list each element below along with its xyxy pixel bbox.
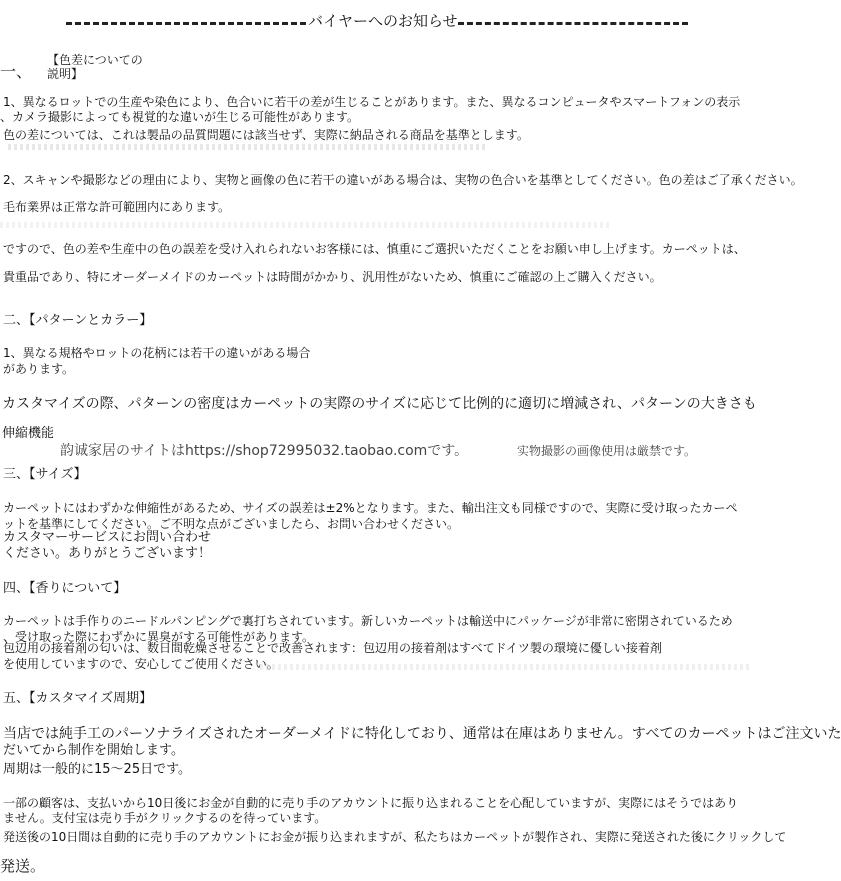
section1-p1-line1: 1、異なるロットでの生産や染色により、色合いに若干の差が生じることがあります。また、異なるコンピュータやスマートフォンの表示 <box>3 95 741 109</box>
section3-heading: 三、【サイズ】 <box>3 467 87 482</box>
section2-p2-line1: カスタマイズの際、パターンの密度はカーペットの実際のサイズに応じて比例的に適切に増減され、パターンの大きさも <box>2 396 757 412</box>
section5-p2-line2: ません。支付宝は売り手がクリックするのを待っています。 <box>3 811 327 825</box>
section4-p1-line4: を使用していますので、安心してご使用ください。 <box>3 657 279 671</box>
section3-p1-line4: ください。ありがとうございます！ <box>3 546 212 561</box>
page-title: バイヤーへのお知らせ <box>308 12 458 30</box>
section4-heading: 四、【香りについて】 <box>3 581 127 596</box>
section5-p2-line3: 発送後の10日間は自動的に売り手のアカウントにお金が振り込まれますが、私たちはカーペットが製作され、実際に発送された後にクリックして <box>3 830 787 844</box>
watermark-site: 韵诚家居のサイトはhttps://shop72995032.taobao.comです。 <box>60 443 469 459</box>
header-rule-left <box>66 22 306 25</box>
section5-p1-line3: 周期は一般的に15～25日です。 <box>3 762 192 777</box>
header-rule-right <box>458 22 688 25</box>
faded-text-row <box>8 144 488 150</box>
section2-p1-line1: 1、異なる規格やロットの花柄には若干の違いがある場合 <box>3 346 311 360</box>
section1-heading: 【色差についての説明】 <box>47 53 143 81</box>
section2-p2-line2: 伸縮機能 <box>2 426 55 441</box>
section5-p2-line4: 発送。 <box>0 857 46 875</box>
section1-number: 一、 <box>0 62 33 81</box>
section4-p1-line3: 包辺用の接着剤の匂いは、数日間乾燥させることで改善されます：包辺用の接着剤はすべてドイツ製の環境に優しい接着剤 <box>3 641 662 655</box>
section2-p1-line2: があります。 <box>3 362 75 376</box>
watermark-notice: 实物撮影の画像使用は厳禁です。 <box>517 444 697 458</box>
section3-p1-line2: ットを基準にしてください。ご不明な点がございましたら、お問い合わせください。 <box>3 517 460 531</box>
section1-p1-line3: 色の差については、これは製品の品質問題には該当せず、実際に納品される商品を基準とします。 <box>3 128 529 142</box>
section1-p2-line2: 毛布業界は正常な許可範囲内にあります。 <box>3 200 231 214</box>
section3-p1-line3: カスタマーサービスにお問い合わせ <box>3 530 212 545</box>
faded-text-row <box>0 222 610 228</box>
section1-p3-line2: 貴重品であり、特にオーダーメイドのカーペットは時間がかかり、汎用性がないため、慎重にご確認の上ご購入ください。 <box>3 270 662 284</box>
section1-p1-line2: 、カメラ撮影によっても視覚的な違いが生じる可能性があります。 <box>0 110 360 124</box>
section5-p1-line1: 当店では純手工のパーソナライズされたオーダーメイドに特化しており、通常は在庫はありません。すべてのカーペットはご注文いた <box>3 726 841 742</box>
section4-p1-line2: 、受け取った際にわずかに異臭がする可能性があります。 <box>3 630 315 644</box>
faded-text-row <box>260 664 750 670</box>
section4-p1-line1: カーペットは手作りのニードルパンピングで裏打ちされています。新しいカーペットは輸送中にパッケージが非常に密閉されているため <box>3 614 733 628</box>
section5-p2-line1: 一部の顧客は、支払いから10日後にお金が自動的に売り手のアカウントに振り込まれることを心配していますが、実際にはそうではあり <box>3 796 739 810</box>
section5-heading: 五、【カスタマイズ周期】 <box>3 691 153 706</box>
section3-p1-line1: カーペットにはわずかな伸縮性があるため、サイズの誤差は±2%となります。また、輸出注文も同様ですので、実際に受け取ったカーペ <box>3 501 738 515</box>
section5-p1-line2: だいてから制作を開始します。 <box>3 743 184 758</box>
section1-p2-line1: 2、スキャンや撮影などの理由により、実物と画像の色に若干の違いがある場合は、実物の色合いを基準としてください。色の差はご了承ください。 <box>3 173 803 187</box>
section1-p3-line1: ですので、色の差や生産中の色の誤差を受け入れられないお客様には、慎重にご選択いただくことをお願い申し上げます。カーペットは、 <box>3 242 746 256</box>
section2-heading: 二、【パターンとカラー】 <box>3 313 153 328</box>
